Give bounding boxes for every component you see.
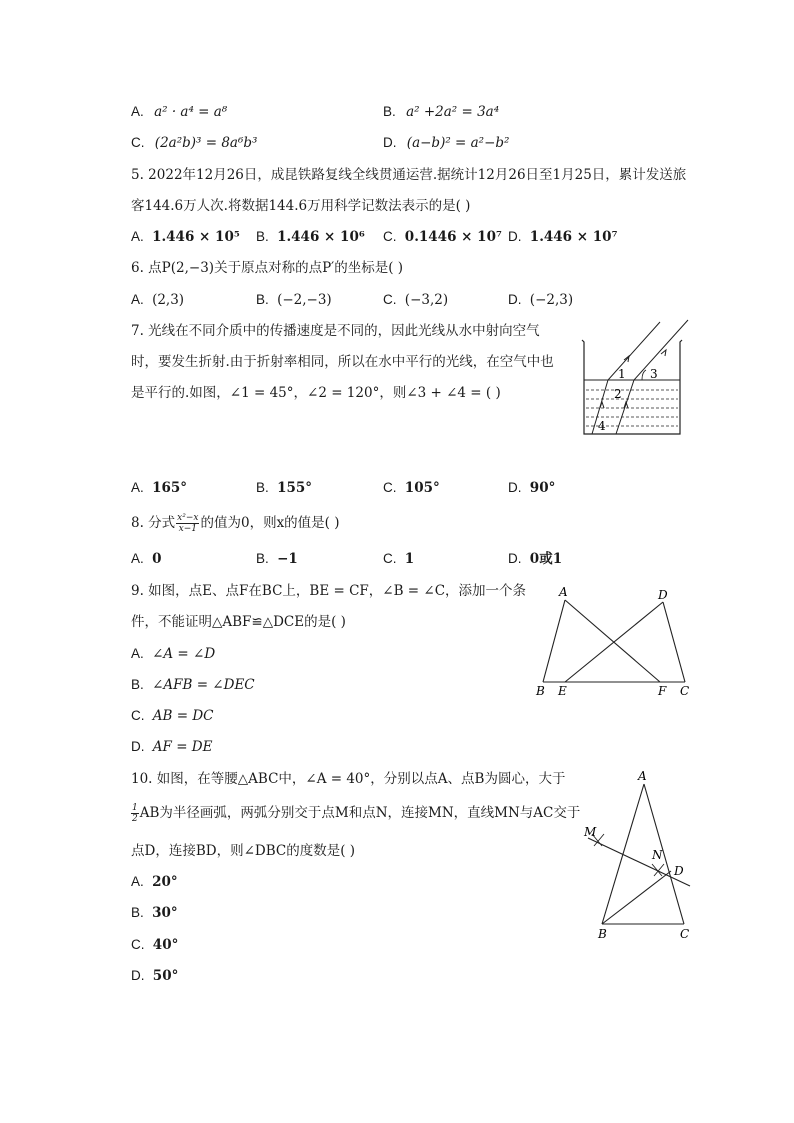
arrow-icon (600, 402, 604, 408)
option-letter: D. (508, 292, 522, 307)
option-expression: (2a²b)³ = 8a⁶b³ (154, 135, 258, 151)
option-letter: B. (256, 292, 269, 307)
option-value: (2,3) (152, 292, 185, 308)
q6-option-a (131, 291, 184, 309)
q5-option-d (508, 228, 617, 246)
fraction-numerator: x²−x (177, 513, 199, 523)
option-value: 50° (152, 968, 179, 984)
q8-option-d (508, 550, 562, 568)
q7-option-a (131, 479, 187, 497)
option-value: 1 (404, 551, 415, 567)
option-letter: D. (131, 968, 145, 983)
option-value: 40° (152, 937, 179, 953)
q7-line2: 时，要发生折射.由于折射率相同，所以在水中平行的光线，在空气中也 (131, 354, 554, 370)
option-value: 165° (152, 480, 187, 496)
option-letter: D. (508, 551, 522, 566)
option-value: 0 (152, 551, 162, 567)
option-letter: C. (383, 551, 397, 566)
option-value: 0.1446 × 10⁷ (404, 229, 502, 245)
option-letter: B. (256, 551, 269, 566)
q10-line2 (131, 800, 580, 826)
q5-line1: 5. 2022年12月26日，成昆铁路复线全线贯通运营.据统计12月26日至1月25日，累计发送旅 (131, 167, 687, 183)
angle-label-2: 2 (614, 387, 622, 401)
option-letter: C. (383, 292, 397, 307)
point-label-f: F (658, 684, 667, 698)
segment-bd (602, 871, 671, 924)
option-letter: C. (131, 937, 145, 952)
fraction-denominator: 2 (132, 814, 138, 824)
q8-fraction (176, 513, 199, 534)
arrow-icon (661, 350, 666, 356)
q7-option-b (256, 479, 312, 497)
option-value: −1 (277, 551, 298, 567)
q8-prefix: 8. 分式 (131, 515, 176, 531)
option-value: AF = DE (152, 739, 213, 755)
q5-line2: 客144.6万人次.将数据144.6万用科学记数法表示的是( ) (131, 198, 471, 214)
option-letter: A. (131, 480, 144, 495)
option-value: 30° (152, 905, 178, 921)
point-label-c: C (680, 927, 690, 941)
q7-option-c (383, 479, 440, 497)
option-value: 1.446 × 10⁵ (152, 229, 240, 245)
segment-ab (543, 600, 565, 682)
q6-text: 6. 点P(2,−3)关于原点对称的点P′的坐标是( ) (131, 260, 404, 276)
q6-option-b (256, 291, 332, 309)
q7-line1: 7. 光线在不同介质中的传播速度是不同的，因此光线从水中射向空气 (131, 323, 540, 339)
option-letter: B. (256, 480, 269, 495)
option-letter: C. (383, 480, 397, 495)
q10-line1: 10. 如图，在等腰△ABC中，∠A = 40°，分别以点A、点B为圆心，大于 (131, 771, 566, 787)
q8-option-a (131, 550, 161, 568)
q9-option-c (131, 707, 214, 725)
point-label-a: A (638, 769, 647, 783)
option-letter: A. (131, 551, 144, 566)
option-expression: a² · a⁴ = a⁸ (154, 104, 228, 120)
option-letter: A. (131, 104, 144, 119)
angle-arc (642, 370, 646, 380)
option-value: AB = DC (152, 708, 214, 724)
option-value: 20° (152, 874, 178, 890)
q8-option-b (256, 550, 298, 568)
q9-triangles-figure (530, 582, 700, 702)
q4-option-a (131, 103, 227, 121)
option-letter: C. (131, 135, 145, 150)
option-expression: (a−b)² = a²−b² (406, 135, 510, 151)
arc-mark-n (652, 864, 664, 876)
option-letter: B. (256, 229, 269, 244)
option-value: 1.446 × 10⁷ (529, 229, 618, 245)
option-letter: D. (131, 739, 145, 754)
fraction-denominator: x−1 (178, 524, 197, 534)
point-label-d: D (658, 588, 668, 602)
q9-option-b (131, 676, 255, 694)
q10-line3: 点D，连接BD，则∠DBC的度数是( ) (131, 843, 356, 859)
option-value: 1.446 × 10⁶ (277, 229, 365, 245)
q7-line3: 是平行的.如图，∠1 = 45°，∠2 = 120°，则∠3 + ∠4 = ( ) (131, 385, 501, 401)
option-letter: B. (131, 905, 144, 920)
option-letter: B. (383, 104, 396, 119)
option-value: 105° (404, 480, 440, 496)
option-value: 0或1 (529, 551, 563, 567)
segment-dc (663, 602, 685, 682)
option-letter: D. (508, 229, 522, 244)
option-value: 90° (529, 480, 556, 496)
option-letter: A. (131, 646, 144, 661)
segment-de (565, 602, 663, 682)
fraction-numerator: 1 (132, 803, 138, 813)
angle-label-1: 1 (618, 367, 626, 381)
option-letter: A. (131, 292, 144, 307)
q5-option-a (131, 228, 240, 246)
q5-option-b (256, 228, 365, 246)
option-value: 155° (277, 480, 312, 496)
q7-beaker-figure (580, 318, 690, 440)
q6-option-d (508, 291, 573, 309)
q5-option-c (383, 228, 502, 246)
option-letter: C. (131, 708, 145, 723)
q4-option-d (383, 134, 509, 152)
option-letter: A. (131, 229, 144, 244)
q10-isosceles-figure (578, 768, 700, 944)
point-label-b: B (536, 684, 545, 698)
q10-option-d (131, 967, 178, 985)
option-value: (−2,3) (529, 292, 574, 308)
q9-option-d (131, 738, 213, 756)
option-letter: B. (131, 677, 144, 692)
angle-label-4: 4 (598, 419, 606, 433)
q4-option-c (131, 134, 257, 152)
segment-ac (644, 784, 684, 924)
point-label-b: B (598, 927, 607, 941)
point-label-a: A (559, 585, 568, 599)
option-letter: D. (383, 135, 397, 150)
q10-fraction (131, 803, 139, 824)
q9-line2: 件，不能证明△ABF≌△DCE的是( ) (131, 614, 346, 630)
point-label-m: M (584, 825, 597, 839)
q10-option-b (131, 904, 178, 922)
option-letter: A. (131, 874, 144, 889)
q10-option-a (131, 873, 178, 891)
option-letter: C. (383, 229, 397, 244)
line-mn (588, 838, 690, 886)
q10-line2-text: AB为半径画弧，两弧分别交于点M和点N，连接MN，直线MN与AC交于 (139, 805, 581, 821)
q10-option-c (131, 936, 178, 954)
angle-label-3: 3 (650, 367, 658, 381)
option-value: (−2,−3) (277, 292, 332, 308)
q8-option-c (383, 550, 414, 568)
q7-option-d (508, 479, 555, 497)
q9-option-a (131, 645, 215, 663)
point-label-c: C (680, 684, 690, 698)
point-label-e: E (558, 684, 567, 698)
q4-option-b (383, 103, 499, 121)
point-label-n: N (652, 848, 663, 862)
option-letter: D. (508, 480, 522, 495)
option-expression: a² +2a² = 3a⁴ (406, 104, 500, 120)
q8-suffix: 的值为0，则x的值是( ) (200, 515, 340, 531)
option-value: ∠AFB = ∠DEC (152, 677, 255, 693)
q9-line1: 9. 如图，点E、点F在BC上，BE = CF，∠B = ∠C，添加一个条 (131, 583, 527, 599)
point-label-d: D (674, 864, 684, 878)
option-value: ∠A = ∠D (152, 646, 216, 662)
option-value: (−3,2) (404, 292, 449, 308)
q6-option-c (383, 291, 448, 309)
q8-text (131, 510, 340, 536)
